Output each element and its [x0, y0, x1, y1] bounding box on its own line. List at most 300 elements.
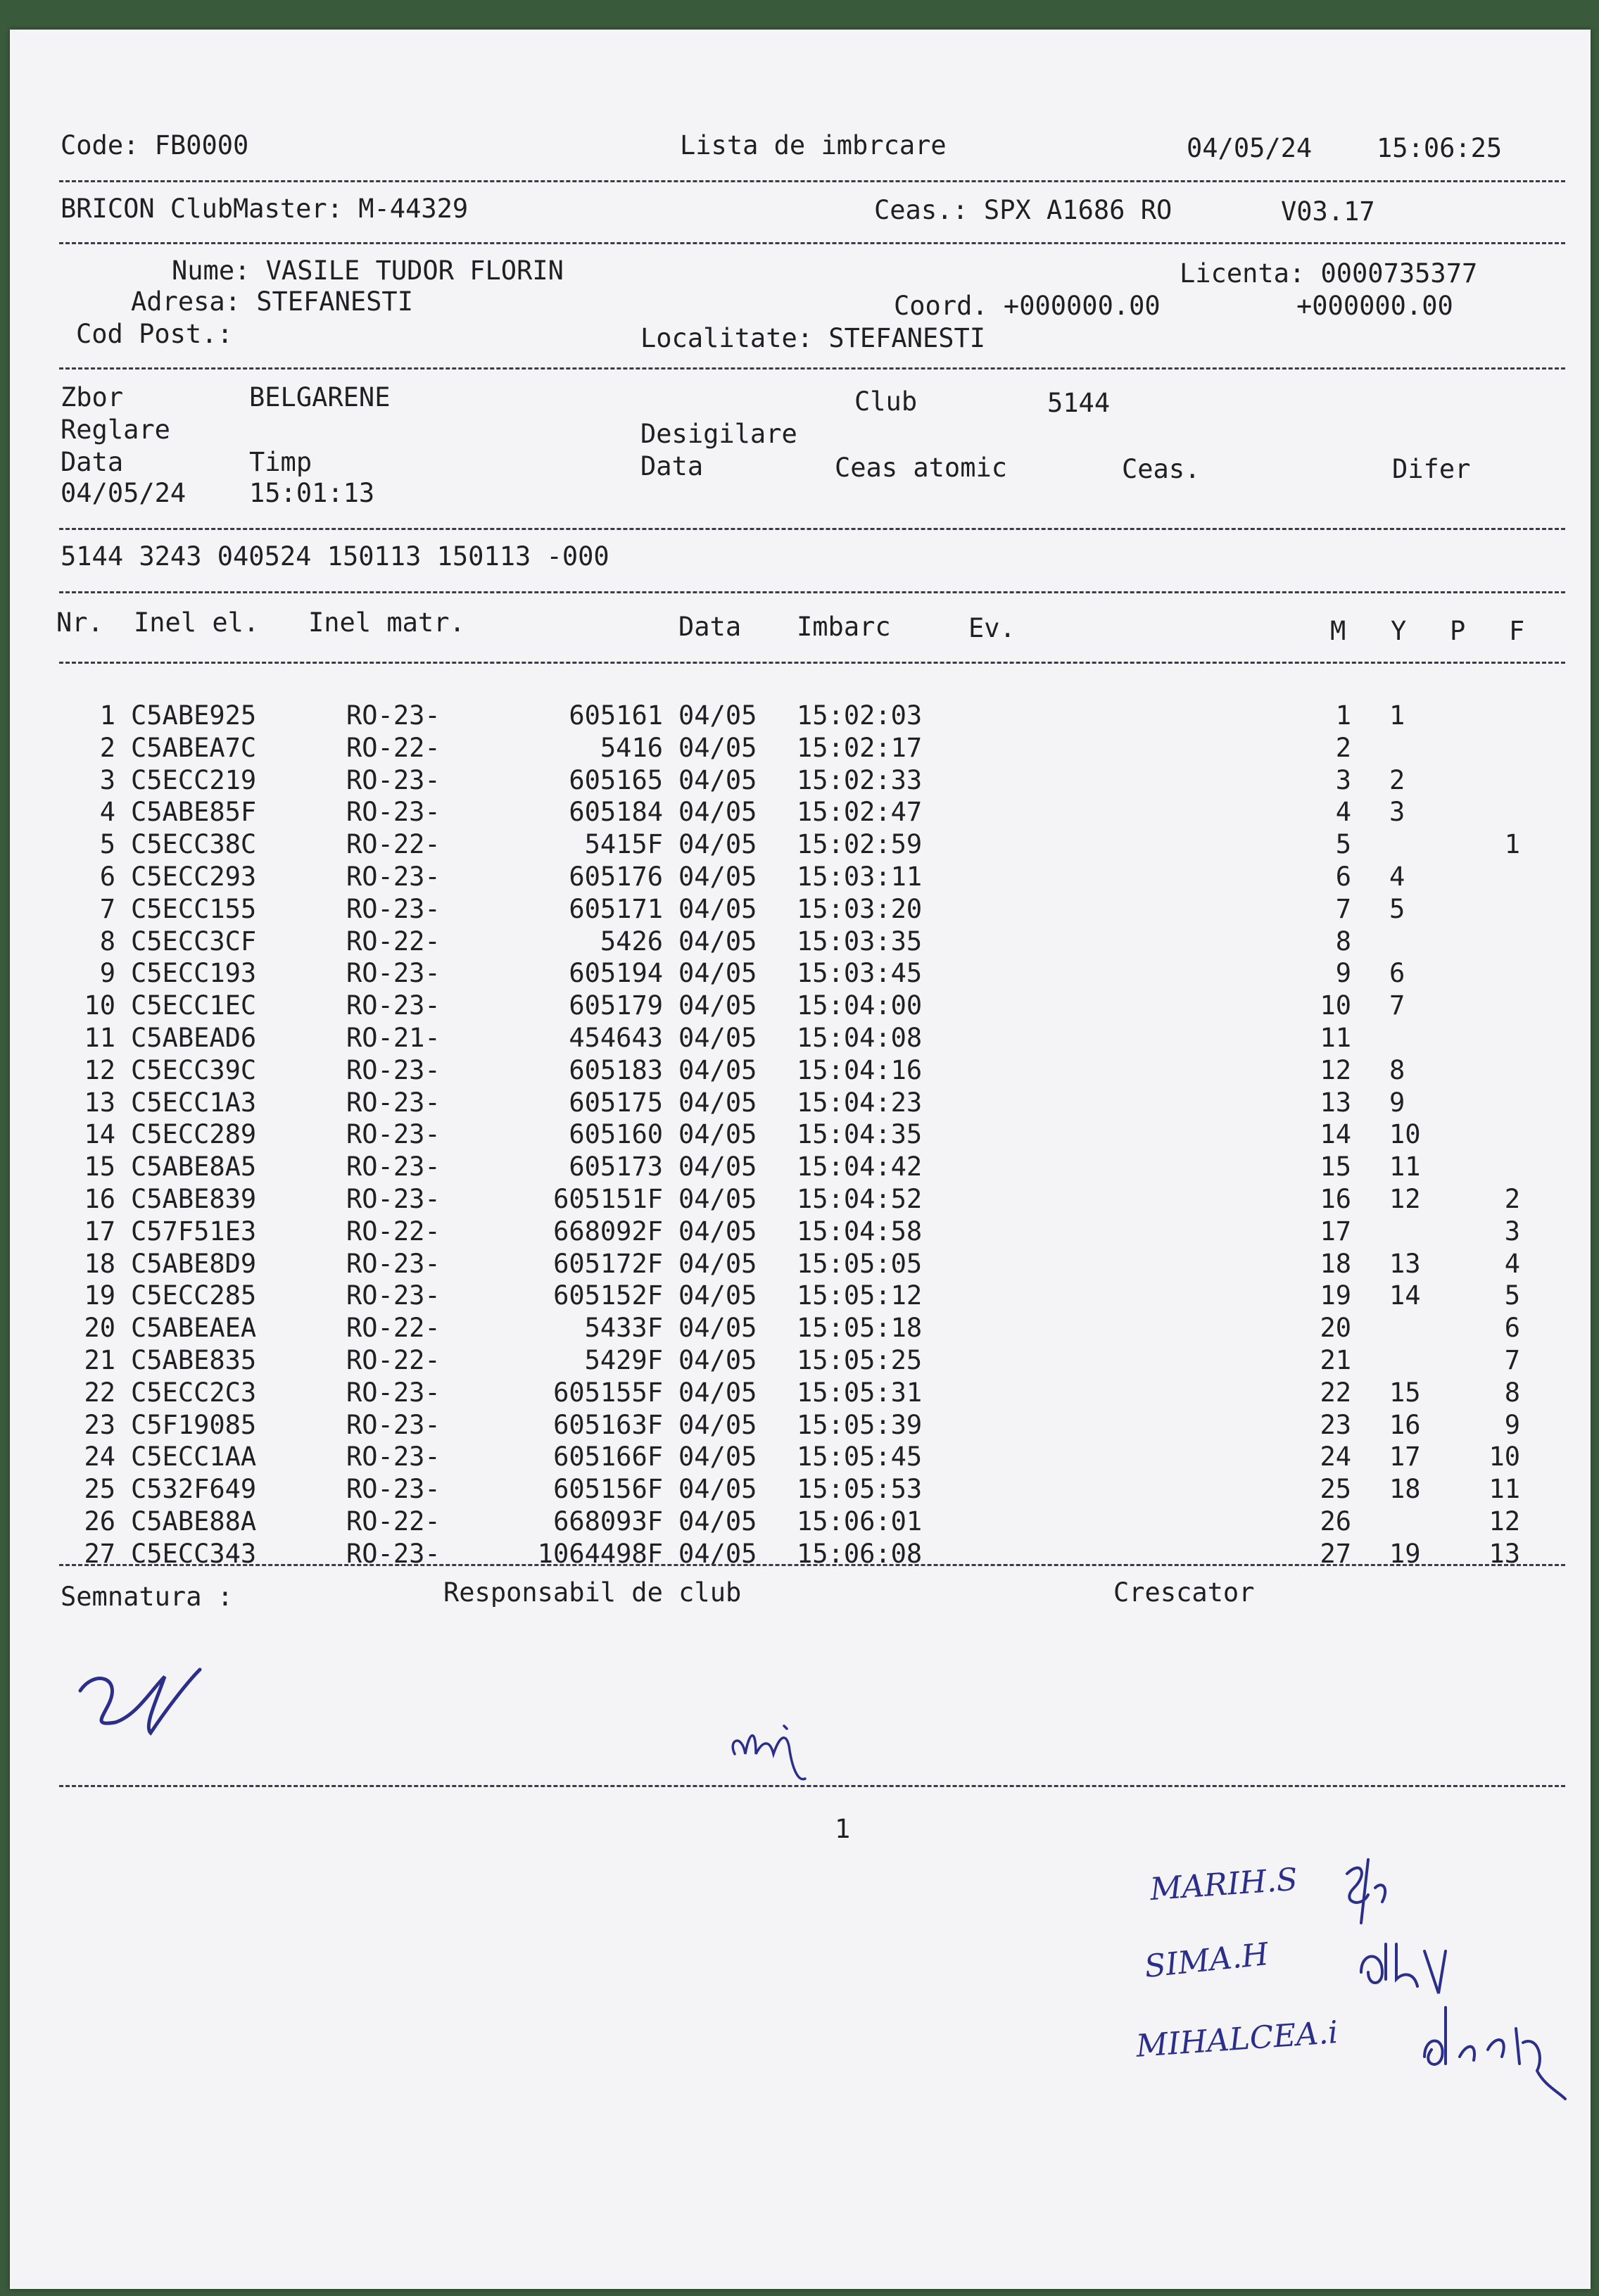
cell-ring-series: RO-23-: [346, 1184, 441, 1214]
club-responsible-label: Responsabil de club: [443, 1577, 742, 1608]
cell-date: 04/05: [678, 1054, 757, 1085]
cell-date: 04/05: [678, 1023, 757, 1053]
handwritten-signature: [1403, 1993, 1572, 2106]
cell-electronic-ring: C5ECC285: [131, 1280, 257, 1311]
cell-y: 2: [1389, 764, 1405, 795]
cell-ring-number: 605173: [569, 1152, 663, 1182]
table-row: [10, 831, 1591, 864]
cell-m: 11: [1320, 1023, 1351, 1053]
cell-y: 16: [1389, 1409, 1421, 1440]
fancier-address: Adresa: STEFANESTI: [131, 286, 413, 317]
cell-date: 04/05: [678, 1152, 757, 1182]
cell-time: 15:04:42: [797, 1152, 923, 1182]
cell-date: 04/05: [678, 1506, 757, 1537]
cell-time: 15:02:59: [797, 829, 923, 860]
cell-time: 15:02:03: [797, 700, 923, 731]
cell-y: 8: [1389, 1054, 1405, 1085]
cell-electronic-ring: C5ABE8D9: [131, 1248, 257, 1279]
cell-m: 19: [1320, 1280, 1351, 1311]
locality: Localitate: STEFANESTI: [640, 323, 986, 353]
cell-ring-number: 5426: [600, 926, 663, 957]
cell-ring-series: RO-23-: [346, 1474, 441, 1505]
signature-label: Semnatura :: [61, 1582, 234, 1612]
cell-m: 2: [1335, 732, 1351, 763]
cell-electronic-ring: C5ABEAD6: [131, 1023, 257, 1053]
cell-ring-series: RO-23-: [346, 1280, 441, 1311]
cell-f: 12: [1489, 1506, 1520, 1537]
cell-date: 04/05: [678, 1409, 757, 1440]
cell-nr: 26: [84, 1506, 115, 1537]
cell-date: 04/05: [678, 1474, 757, 1505]
cell-ring-number: 605184: [569, 797, 663, 828]
cell-time: 15:04:23: [797, 1087, 923, 1118]
cell-electronic-ring: C5ECC2C3: [131, 1377, 257, 1408]
print-time: 15:06:25: [1377, 133, 1503, 163]
table-row: [10, 1476, 1591, 1508]
postal-code-label: Cod Post.:: [76, 319, 233, 349]
cell-ring-series: RO-22-: [346, 732, 441, 763]
cell-time: 15:06:01: [797, 1506, 923, 1537]
col-registration-ring: Inel matr.: [308, 607, 465, 638]
cell-nr: 14: [84, 1119, 115, 1150]
table-row: [10, 1154, 1591, 1186]
atomic-clock-label: Ceas atomic: [835, 453, 1008, 483]
table-row: [10, 1282, 1591, 1315]
cell-date: 04/05: [678, 1442, 757, 1472]
cell-m: 20: [1320, 1313, 1351, 1344]
cell-ring-number: 605156F: [553, 1474, 663, 1505]
cell-ring-number: 668092F: [553, 1216, 663, 1247]
table-row: [10, 1025, 1591, 1057]
cell-ring-series: RO-22-: [346, 1345, 441, 1375]
col-date: Data: [678, 612, 742, 642]
col-f: F: [1509, 616, 1525, 646]
col-event: Ev.: [968, 613, 1016, 643]
table-row: [10, 799, 1591, 831]
cell-m: 18: [1320, 1248, 1351, 1279]
cell-ring-number: 605171: [569, 893, 663, 924]
cell-electronic-ring: C5ABE8A5: [131, 1152, 257, 1182]
cell-m: 10: [1320, 990, 1351, 1021]
handwritten-signature: [714, 1705, 840, 1789]
cell-y: 18: [1389, 1474, 1421, 1505]
cell-electronic-ring: C5ABEA7C: [131, 732, 257, 763]
cell-ring-series: RO-22-: [346, 1216, 441, 1247]
cell-date: 04/05: [678, 893, 757, 924]
col-electronic-ring: Inel el.: [134, 607, 260, 638]
table-row: [10, 1444, 1591, 1476]
cell-date: 04/05: [678, 829, 757, 860]
cell-electronic-ring: C5ECC193: [131, 958, 257, 989]
cell-ring-number: 5429F: [584, 1345, 663, 1375]
cell-electronic-ring: C5ECC3CF: [131, 926, 257, 957]
cell-m: 22: [1320, 1377, 1351, 1408]
date-label: Data: [61, 447, 124, 477]
cell-m: 12: [1320, 1054, 1351, 1085]
club-number: 5144: [1047, 388, 1111, 418]
cell-time: 15:04:58: [797, 1216, 923, 1247]
printed-sheet: [10, 30, 1591, 2289]
code-label: Code: FB0000: [61, 130, 249, 160]
divider: [59, 367, 1565, 370]
cell-ring-series: RO-23-: [346, 1409, 441, 1440]
cell-m: 6: [1335, 862, 1351, 892]
fancier-label: Crescator: [1113, 1577, 1255, 1608]
coordinates-lat: Coord. +000000.00: [894, 291, 1161, 321]
cell-ring-series: RO-23-: [346, 862, 441, 892]
cell-ring-series: RO-21-: [346, 1023, 441, 1053]
cell-electronic-ring: C5ABE925: [131, 700, 257, 731]
cell-y: 11: [1389, 1152, 1421, 1182]
cell-nr: 16: [84, 1184, 115, 1214]
divider: [59, 180, 1565, 182]
cell-ring-number: 605161: [569, 700, 663, 731]
clock-id: Ceas.: SPX A1686 RO: [874, 195, 1173, 225]
setting-label: Reglare: [61, 415, 170, 445]
cell-date: 04/05: [678, 1280, 757, 1311]
table-row: [10, 1508, 1591, 1541]
cell-nr: 5: [99, 829, 115, 860]
cell-f: 10: [1489, 1442, 1520, 1472]
cell-ring-number: 605176: [569, 862, 663, 892]
table-row: [10, 864, 1591, 896]
cell-ring-number: 605179: [569, 990, 663, 1021]
table-row: [10, 1315, 1591, 1347]
cell-time: 15:04:08: [797, 1023, 923, 1053]
cell-electronic-ring: C5ECC1A3: [131, 1087, 257, 1118]
cell-date: 04/05: [678, 797, 757, 828]
cell-date: 04/05: [678, 700, 757, 731]
cell-time: 15:04:16: [797, 1054, 923, 1085]
cell-date: 04/05: [678, 1119, 757, 1150]
cell-time: 15:04:35: [797, 1119, 923, 1150]
cell-y: 9: [1389, 1087, 1405, 1118]
cell-f: 11: [1489, 1474, 1520, 1505]
cell-electronic-ring: C5ECC1EC: [131, 990, 257, 1021]
table-row: [10, 1347, 1591, 1380]
cell-ring-number: 605165: [569, 764, 663, 795]
cell-nr: 9: [99, 958, 115, 989]
table-row: [10, 1218, 1591, 1251]
cell-electronic-ring: C5F19085: [131, 1409, 257, 1440]
cell-time: 15:04:00: [797, 990, 923, 1021]
cell-ring-series: RO-23-: [346, 1377, 441, 1408]
divider: [59, 591, 1565, 593]
flight-label: Zbor: [61, 382, 124, 412]
table-row: [10, 893, 1591, 928]
table-row: [10, 1377, 1591, 1412]
cell-nr: 24: [84, 1442, 115, 1472]
cell-ring-series: RO-23-: [346, 764, 441, 795]
col-basketing: Imbarc: [797, 612, 891, 642]
club-label: Club: [854, 386, 918, 417]
cell-date: 04/05: [678, 1345, 757, 1375]
cell-ring-number: 5416: [600, 732, 663, 763]
cell-electronic-ring: C5ABEAEA: [131, 1313, 257, 1344]
cell-y: 14: [1389, 1280, 1421, 1311]
table-row: [10, 992, 1591, 1025]
cell-y: 4: [1389, 862, 1405, 892]
cell-ring-series: RO-23-: [346, 990, 441, 1021]
table-row: [10, 702, 1591, 735]
clubmaster-id: BRICON ClubMaster: M-44329: [61, 194, 469, 224]
cell-y: 7: [1389, 990, 1405, 1021]
clock-version: V03.17: [1281, 196, 1375, 227]
cell-ring-number: 668093F: [553, 1506, 663, 1537]
cell-time: 15:05:31: [797, 1377, 923, 1408]
cell-f: 9: [1504, 1409, 1520, 1440]
table-row: [10, 1087, 1591, 1122]
cell-m: 7: [1335, 893, 1351, 924]
cell-f: 5: [1504, 1280, 1520, 1311]
cell-electronic-ring: C5ECC219: [131, 764, 257, 795]
col-p: P: [1450, 616, 1466, 646]
page-number: 1: [835, 1814, 851, 1844]
table-row: [10, 1054, 1591, 1090]
cell-electronic-ring: C5ABE839: [131, 1184, 257, 1214]
cell-ring-number: 605152F: [553, 1280, 663, 1311]
cell-date: 04/05: [678, 1538, 757, 1569]
cell-m: 13: [1320, 1087, 1351, 1118]
cell-nr: 1: [99, 700, 115, 731]
print-date: 04/05/24: [1187, 133, 1313, 163]
cell-date: 04/05: [678, 1313, 757, 1344]
cell-time: 15:05:25: [797, 1345, 923, 1375]
table-row: [10, 1538, 1591, 1573]
cell-nr: 10: [84, 990, 115, 1021]
table-row: [10, 928, 1591, 961]
cell-nr: 27: [84, 1538, 115, 1569]
cell-nr: 18: [84, 1248, 115, 1279]
cell-date: 04/05: [678, 1087, 757, 1118]
setting-time: 15:01:13: [249, 478, 375, 508]
handwritten-name: SIMA.H: [1142, 1936, 1270, 1986]
cell-ring-series: RO-22-: [346, 1506, 441, 1537]
flight-name: BELGARENE: [249, 382, 391, 412]
cell-y: 19: [1389, 1538, 1421, 1569]
cell-ring-number: 1064498F: [537, 1538, 663, 1569]
cell-date: 04/05: [678, 1216, 757, 1247]
cell-nr: 19: [84, 1280, 115, 1311]
cell-ring-series: RO-23-: [346, 1538, 441, 1569]
cell-m: 24: [1320, 1442, 1351, 1472]
cell-m: 23: [1320, 1409, 1351, 1440]
table-row: [10, 1186, 1591, 1218]
cell-y: 3: [1389, 797, 1405, 828]
handwritten-name: MARIH.S: [1149, 1861, 1299, 1908]
cell-ring-series: RO-22-: [346, 926, 441, 957]
cell-date: 04/05: [678, 958, 757, 989]
cell-f: 13: [1489, 1538, 1520, 1569]
cell-time: 15:04:52: [797, 1184, 923, 1214]
cell-ring-number: 5415F: [584, 829, 663, 860]
cell-m: 1: [1335, 700, 1351, 731]
cell-y: 6: [1389, 958, 1405, 989]
cell-ring-series: RO-22-: [346, 1313, 441, 1344]
cell-m: 26: [1320, 1506, 1351, 1537]
cell-y: 12: [1389, 1184, 1421, 1214]
table-row: [10, 732, 1591, 767]
divider: [59, 1564, 1565, 1566]
cell-nr: 6: [99, 862, 115, 892]
cell-ring-series: RO-23-: [346, 1442, 441, 1472]
cell-ring-series: RO-23-: [346, 1054, 441, 1085]
cell-y: 1: [1389, 700, 1405, 731]
clock-label: Ceas.: [1122, 454, 1201, 484]
cell-nr: 3: [99, 764, 115, 795]
col-m: M: [1330, 616, 1346, 646]
cell-time: 15:02:47: [797, 797, 923, 828]
cell-m: 27: [1320, 1538, 1351, 1569]
cell-nr: 23: [84, 1409, 115, 1440]
cell-nr: 17: [84, 1216, 115, 1247]
cell-electronic-ring: C5ABE85F: [131, 797, 257, 828]
cell-time: 15:05:53: [797, 1474, 923, 1505]
cell-ring-number: 605175: [569, 1087, 663, 1118]
cell-time: 15:05:05: [797, 1248, 923, 1279]
cell-electronic-ring: C532F649: [131, 1474, 257, 1505]
cell-nr: 11: [84, 1023, 115, 1053]
cell-ring-number: 605172F: [553, 1248, 663, 1279]
cell-f: 6: [1504, 1313, 1520, 1344]
cell-time: 15:03:11: [797, 862, 923, 892]
cell-ring-series: RO-23-: [346, 1248, 441, 1279]
cell-ring-number: 605163F: [553, 1409, 663, 1440]
cell-ring-series: RO-23-: [346, 958, 441, 989]
table-row: [10, 960, 1591, 992]
divider: [59, 528, 1565, 530]
cell-ring-number: 605160: [569, 1119, 663, 1150]
cell-ring-number: 605183: [569, 1054, 663, 1085]
cell-electronic-ring: C5ECC343: [131, 1538, 257, 1569]
cell-nr: 22: [84, 1377, 115, 1408]
cell-electronic-ring: C5ECC289: [131, 1119, 257, 1150]
cell-electronic-ring: C5ABE88A: [131, 1506, 257, 1537]
cell-y: 15: [1389, 1377, 1421, 1408]
cell-electronic-ring: C5ECC1AA: [131, 1442, 257, 1472]
cell-ring-series: RO-23-: [346, 700, 441, 731]
cell-nr: 25: [84, 1474, 115, 1505]
cell-ring-number: 605155F: [553, 1377, 663, 1408]
cell-m: 16: [1320, 1184, 1351, 1214]
table-row: [10, 1409, 1591, 1444]
cell-electronic-ring: C57F51E3: [131, 1216, 257, 1247]
cell-electronic-ring: C5ECC39C: [131, 1054, 257, 1085]
cell-ring-series: RO-23-: [346, 1119, 441, 1150]
cell-date: 04/05: [678, 764, 757, 795]
cell-ring-series: RO-23-: [346, 1087, 441, 1118]
cell-electronic-ring: C5ECC38C: [131, 829, 257, 860]
cell-time: 15:03:45: [797, 958, 923, 989]
col-nr: Nr.: [56, 607, 103, 638]
cell-date: 04/05: [678, 732, 757, 763]
cell-ring-number: 5433F: [584, 1313, 663, 1344]
time-label: Timp: [249, 447, 312, 477]
table-row: [10, 1121, 1591, 1154]
table-row: [10, 1248, 1591, 1283]
cell-m: 25: [1320, 1474, 1351, 1505]
document-title: Lista de imbrcare: [680, 130, 947, 160]
cell-ring-number: 605166F: [553, 1442, 663, 1472]
divider: [59, 662, 1565, 664]
cell-electronic-ring: C5ECC293: [131, 862, 257, 892]
cell-f: 7: [1504, 1345, 1520, 1375]
cell-nr: 12: [84, 1054, 115, 1085]
cell-time: 15:05:18: [797, 1313, 923, 1344]
cell-m: 5: [1335, 829, 1351, 860]
cell-time: 15:06:08: [797, 1538, 923, 1569]
cell-date: 04/05: [678, 1377, 757, 1408]
table-row: [10, 764, 1591, 800]
control-code-line: 5144 3243 040524 150113 150113 -000: [61, 541, 609, 572]
cell-date: 04/05: [678, 990, 757, 1021]
cell-time: 15:02:33: [797, 764, 923, 795]
coordinates-long: +000000.00: [1296, 291, 1453, 321]
setting-date: 04/05/24: [61, 478, 187, 508]
cell-y: 13: [1389, 1248, 1421, 1279]
cell-f: 2: [1504, 1184, 1520, 1214]
cell-nr: 4: [99, 797, 115, 828]
cell-nr: 2: [99, 732, 115, 763]
cell-nr: 13: [84, 1087, 115, 1118]
handwritten-signature: [66, 1648, 221, 1754]
cell-m: 15: [1320, 1152, 1351, 1182]
cell-y: 17: [1389, 1442, 1421, 1472]
cell-ring-series: RO-23-: [346, 1152, 441, 1182]
cell-date: 04/05: [678, 926, 757, 957]
cell-ring-series: RO-23-: [346, 797, 441, 828]
cell-date: 04/05: [678, 862, 757, 892]
cell-f: 4: [1504, 1248, 1520, 1279]
cell-nr: 7: [99, 893, 115, 924]
fancier-name: Nume: VASILE TUDOR FLORIN: [172, 256, 564, 286]
cell-f: 8: [1504, 1377, 1520, 1408]
cell-f: 3: [1504, 1216, 1520, 1247]
difference-label: Difer: [1392, 454, 1471, 484]
cell-ring-number: 605194: [569, 958, 663, 989]
cell-time: 15:02:17: [797, 732, 923, 763]
cell-nr: 20: [84, 1313, 115, 1344]
cell-ring-number: 605151F: [553, 1184, 663, 1214]
col-y: Y: [1391, 616, 1407, 646]
cell-ring-series: RO-22-: [346, 829, 441, 860]
cell-y: 10: [1389, 1119, 1421, 1150]
cell-electronic-ring: C5ECC155: [131, 893, 257, 924]
cell-m: 21: [1320, 1345, 1351, 1375]
cell-electronic-ring: C5ABE835: [131, 1345, 257, 1375]
cell-time: 15:03:35: [797, 926, 923, 957]
cell-nr: 21: [84, 1345, 115, 1375]
cell-m: 8: [1335, 926, 1351, 957]
cell-date: 04/05: [678, 1184, 757, 1214]
cell-m: 4: [1335, 797, 1351, 828]
cell-time: 15:05:12: [797, 1280, 923, 1311]
divider: [59, 1785, 1565, 1787]
cell-y: 5: [1389, 893, 1405, 924]
cell-f: 1: [1504, 829, 1520, 860]
handwritten-signature: [1319, 1846, 1403, 1930]
divider: [59, 242, 1565, 244]
cell-m: 9: [1335, 958, 1351, 989]
cell-nr: 8: [99, 926, 115, 957]
cell-time: 15:03:20: [797, 893, 923, 924]
cell-m: 17: [1320, 1216, 1351, 1247]
cell-nr: 15: [84, 1152, 115, 1182]
cell-date: 04/05: [678, 1248, 757, 1279]
cell-time: 15:05:39: [797, 1409, 923, 1440]
cell-time: 15:05:45: [797, 1442, 923, 1472]
unsealing-label: Desigilare: [640, 419, 797, 449]
